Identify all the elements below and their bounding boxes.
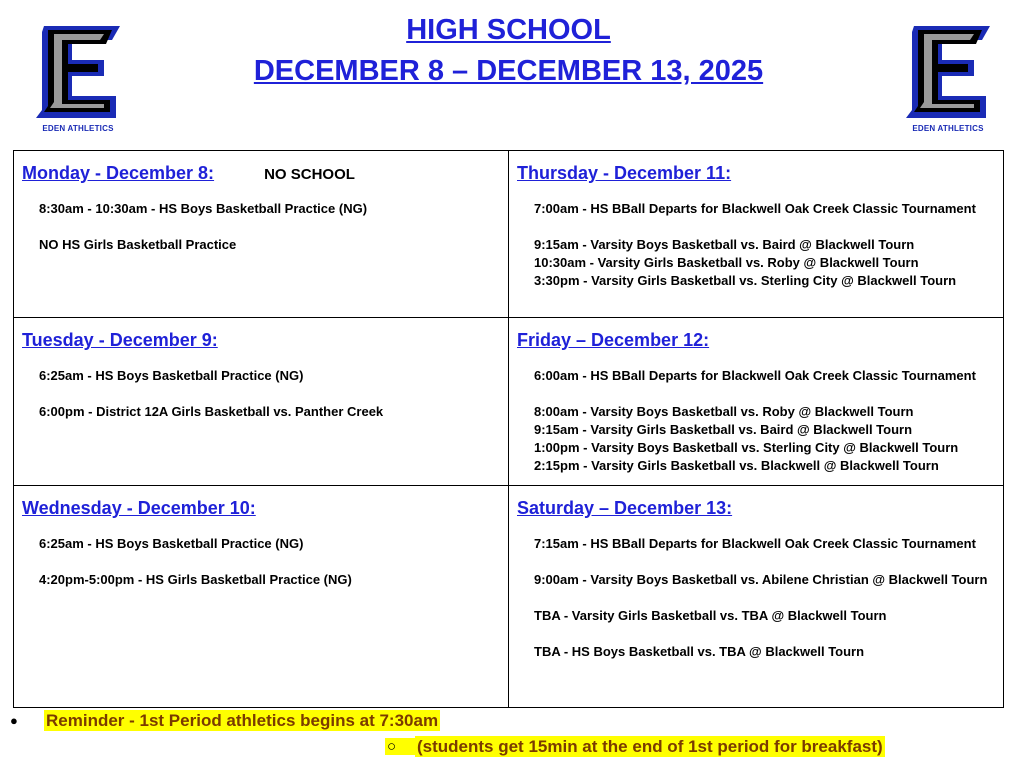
- event-item: 7:15am - HS BBall Departs for Blackwell Oak Creek Classic Tournament: [534, 536, 976, 551]
- event-item: 9:00am - Varsity Boys Basketball vs. Abilene Christian @ Blackwell Tourn: [534, 572, 988, 587]
- bullet-dot-icon: ●: [10, 713, 18, 728]
- bullet-circle-icon: ○: [385, 738, 415, 755]
- day-title: Tuesday - December 9:: [22, 330, 218, 350]
- day-title: Saturday – December 13:: [517, 498, 733, 518]
- day-title: Wednesday - December 10:: [22, 498, 256, 518]
- event-item: 8:00am - Varsity Boys Basketball vs. Roby @ Blackwell Tourn: [534, 404, 914, 419]
- day-note: NO SCHOOL: [264, 166, 355, 183]
- day-header: [22, 498, 508, 519]
- event-list: [39, 535, 508, 589]
- day-title: Monday - December 8:: [22, 163, 215, 183]
- day-header: [517, 330, 1003, 351]
- date-range-title: DECEMBER 8 – DECEMBER 13, 2025: [253, 55, 764, 87]
- event-item: TBA - HS Boys Basketball vs. TBA @ Blackwell Tourn: [534, 644, 865, 659]
- reminder-subitem: [385, 736, 885, 757]
- event-list: [534, 535, 1003, 661]
- page-title: HIGH SCHOOL: [406, 14, 611, 46]
- event-item: NO HS Girls Basketball Practice: [39, 237, 237, 252]
- day-cell-tuesday: [14, 318, 509, 486]
- event-item: 4:20pm-5:00pm - HS Girls Basketball Practice (NG): [39, 572, 352, 587]
- event-item: 8:30am - 10:30am - HS Boys Basketball Practice (NG): [39, 201, 368, 216]
- event-item: 7:00am - HS BBall Departs for Blackwell Oak Creek Classic Tournament: [534, 201, 976, 216]
- event-item: 6:25am - HS Boys Basketball Practice (NG): [39, 368, 304, 383]
- event-item: 1:00pm - Varsity Boys Basketball vs. Sterling City @ Blackwell Tourn: [534, 440, 959, 455]
- day-header: [517, 498, 1003, 519]
- day-cell-wednesday: [14, 486, 509, 708]
- day-cell-saturday: [509, 486, 1004, 708]
- event-item: 6:00am - HS BBall Departs for Blackwell Oak Creek Classic Tournament: [534, 368, 976, 383]
- event-item: 6:25am - HS Boys Basketball Practice (NG): [39, 536, 304, 551]
- day-cell-thursday: [509, 151, 1004, 318]
- event-item: 6:00pm - District 12A Girls Basketball vs. Panther Creek: [39, 404, 384, 419]
- day-header: [517, 163, 1003, 184]
- day-title: Thursday - December 11:: [517, 163, 732, 183]
- reminder-text: Reminder - 1st Period athletics begins at 7:30am: [46, 711, 439, 730]
- logo-caption: EDEN ATHLETICS: [912, 124, 984, 133]
- weekly-schedule-table: [13, 150, 1004, 708]
- reminder-item: [10, 710, 440, 731]
- logo-caption: EDEN ATHLETICS: [42, 124, 114, 133]
- day-cell-monday: [14, 151, 509, 318]
- day-cell-friday: [509, 318, 1004, 486]
- event-item: TBA - Varsity Girls Basketball vs. TBA @ Blackwell Tourn: [534, 608, 887, 623]
- event-item: 3:30pm - Varsity Girls Basketball vs. Sterling City @ Blackwell Tourn: [534, 273, 957, 288]
- event-list: [39, 367, 508, 421]
- reminder-subtext: (students get 15min at the end of 1st period for breakfast): [417, 737, 883, 756]
- event-item: 2:15pm - Varsity Girls Basketball vs. Blackwell @ Blackwell Tourn: [534, 458, 939, 473]
- event-list: [534, 200, 1003, 290]
- event-item: 9:15am - Varsity Girls Basketball vs. Baird @ Blackwell Tourn: [534, 422, 913, 437]
- event-item: 9:15am - Varsity Boys Basketball vs. Baird @ Blackwell Tourn: [534, 237, 915, 252]
- event-list: [39, 200, 508, 254]
- event-list: [534, 367, 1003, 475]
- day-title: Friday – December 12:: [517, 330, 710, 350]
- day-header: [22, 330, 508, 351]
- event-item: 10:30am - Varsity Girls Basketball vs. Roby @ Blackwell Tourn: [534, 255, 919, 270]
- day-header: [22, 163, 508, 184]
